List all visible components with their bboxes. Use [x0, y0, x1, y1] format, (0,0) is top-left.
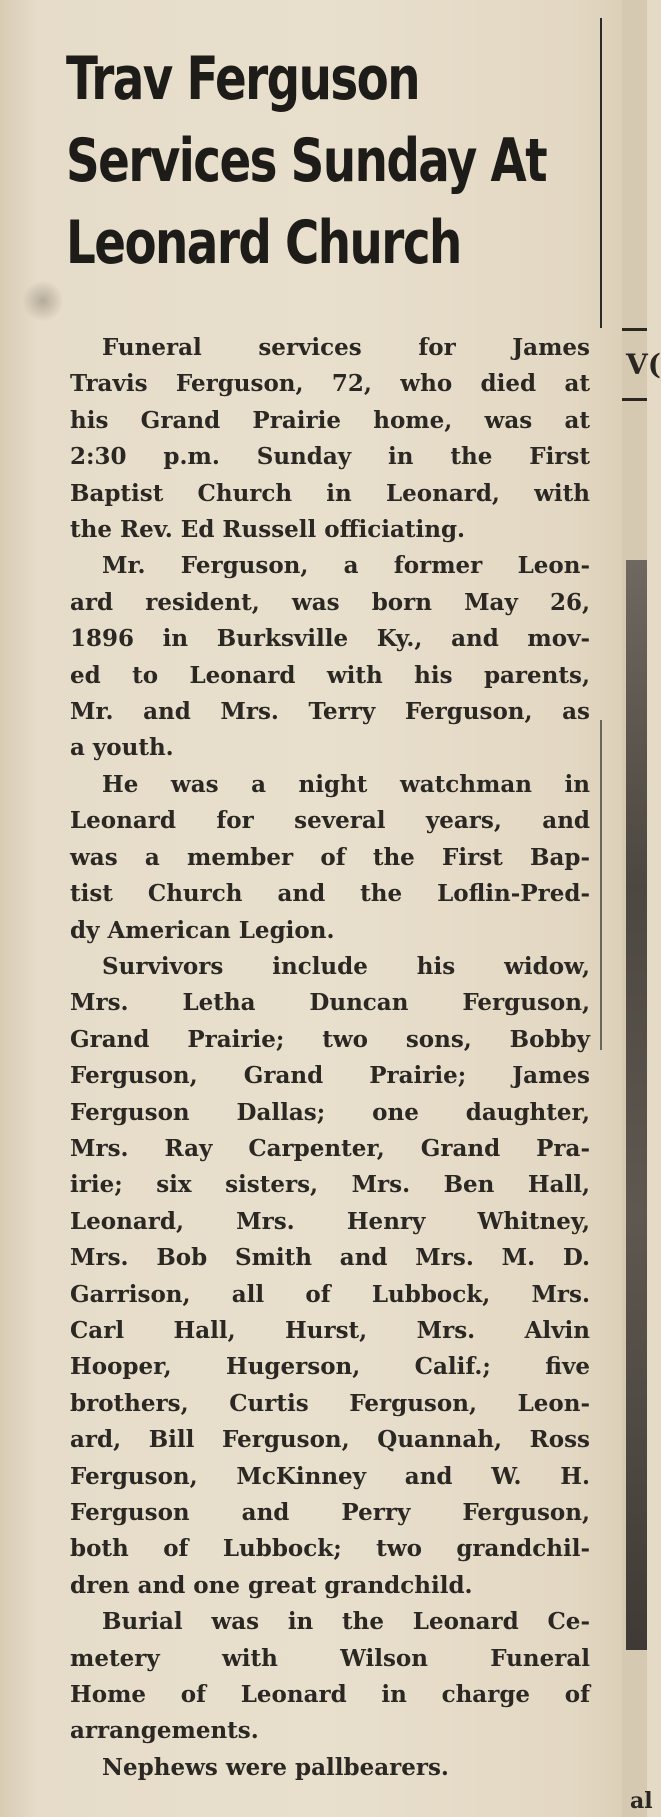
article-line: metery with Wilson Funeral — [70, 1644, 590, 1672]
article-line: tist Church and the Loflin-Pred- — [70, 880, 590, 908]
article-line: ed to Leonard with his parents, — [70, 661, 590, 689]
article-line: Mr. and Mrs. Terry Ferguson, as — [70, 698, 590, 726]
article-line: brothers, Curtis Ferguson, Leon- — [70, 1389, 590, 1417]
article-line: He was a night watchman in — [102, 770, 590, 798]
article-line: Mrs. Bob Smith and Mrs. M. D. — [70, 1244, 590, 1272]
article-line: Hooper, Hugerson, Calif.; five — [70, 1353, 590, 1381]
article-line: arrangements. — [70, 1717, 259, 1745]
article-line: ard, Bill Ferguson, Quannah, Ross — [70, 1426, 590, 1454]
article-line: Travis Ferguson, 72, who died at — [70, 370, 590, 398]
article-line: Ferguson Dallas; one daughter, — [70, 1098, 590, 1126]
paper-smudge — [22, 280, 64, 322]
article-line: the Rev. Ed Russell officiating. — [70, 516, 466, 544]
adjacent-headline-fragment: V( — [626, 348, 661, 381]
headline — [66, 38, 547, 284]
article-line: Survivors include his widow, — [102, 952, 590, 980]
article-line: Ferguson and Perry Ferguson, — [70, 1499, 590, 1526]
article-line: his Grand Prairie home, was at — [70, 406, 590, 434]
headline-line: Trav Ferguson — [66, 44, 420, 114]
article-line: Mrs. Ray Carpenter, Grand Pra- — [70, 1134, 590, 1162]
article-line: Mrs. Letha Duncan Ferguson, — [70, 989, 590, 1017]
column-rule — [600, 720, 602, 1050]
article-line: dy American Legion. — [70, 916, 335, 944]
article-line: Leonard for several years, and — [70, 807, 590, 835]
article-line: a youth. — [70, 734, 174, 762]
article-line: dren and one great grandchild. — [70, 1571, 473, 1599]
article-line: Ferguson, McKinney and W. H. — [70, 1462, 590, 1490]
article-line: irie; six sisters, Mrs. Ben Hall, — [70, 1171, 590, 1199]
article-line: ard resident, was born May 26, — [70, 588, 590, 616]
article-line: Burial was in the Leonard Ce- — [102, 1608, 590, 1636]
adjacent-text-fragment: al — [630, 1788, 653, 1814]
column-rule — [600, 18, 602, 328]
article-line: Ferguson, Grand Prairie; James — [70, 1062, 590, 1090]
article-line: was a member of the First Bap- — [70, 843, 590, 871]
article-body — [70, 330, 590, 1786]
article-line: Carl Hall, Hurst, Mrs. Alvin — [70, 1316, 590, 1344]
article-line: Grand Prairie; two sons, Bobby — [70, 1025, 590, 1053]
article-line: 1896 in Burksville Ky., and mov- — [70, 625, 590, 653]
article-line: Garrison, all of Lubbock, Mrs. — [70, 1280, 590, 1308]
article-line: Home of Leonard in charge of — [70, 1681, 590, 1709]
adjacent-photo — [626, 560, 647, 1650]
article-line: Mr. Ferguson, a former Leon- — [102, 552, 590, 580]
article-line: Nephews were pallbearers. — [102, 1753, 449, 1781]
article-line: 2:30 p.m. Sunday in the First — [70, 443, 590, 471]
headline-line: Leonard Church — [66, 208, 461, 278]
article-line: Baptist Church in Leonard, with — [70, 479, 590, 507]
headline-line: Services Sunday At — [66, 126, 547, 196]
article-line: Leonard, Mrs. Henry Whitney, — [70, 1207, 590, 1235]
adjacent-rule — [622, 328, 647, 331]
article-line: Funeral services for James — [102, 334, 590, 361]
article-line: both of Lubbock; two grandchil- — [70, 1535, 590, 1563]
adjacent-rule — [622, 398, 647, 401]
